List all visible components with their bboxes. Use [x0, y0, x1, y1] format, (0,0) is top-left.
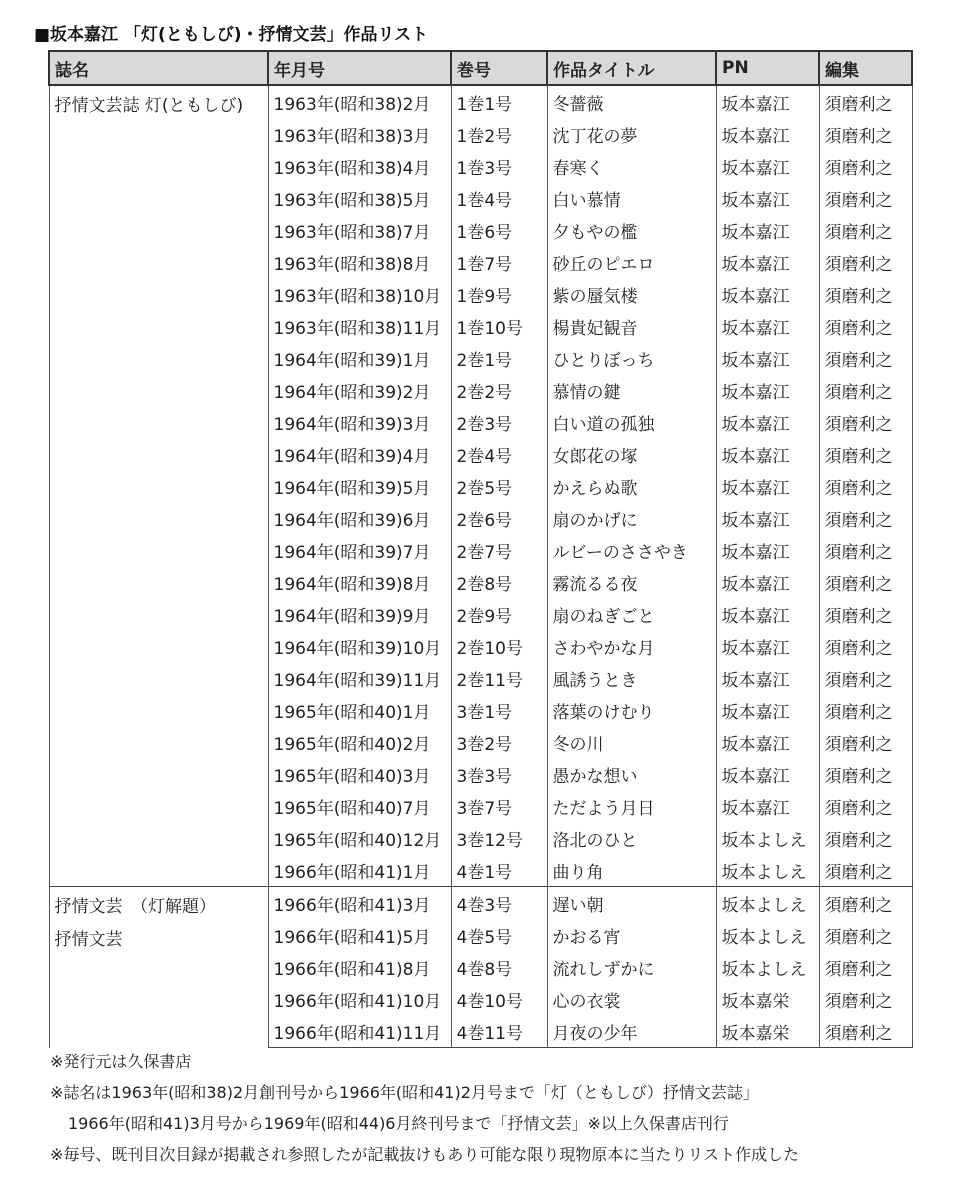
issue-date-cell: 1963年(昭和38)2月: [268, 85, 451, 118]
volume-number-cell: 2巻10号: [451, 630, 547, 662]
volume-number-cell: 2巻4号: [451, 438, 547, 470]
issue-date-cell: 1966年(昭和41)1月: [268, 854, 451, 887]
issue-date-cell: 1963年(昭和38)3月: [268, 118, 451, 150]
note-publisher: ※発行元は久保書店: [50, 1052, 192, 1071]
note-magazine-name-1: ※誌名は1963年(昭和38)2月創刊号から1966年(昭和41)2月号まで「灯（ともしび）抒情文芸誌」: [50, 1083, 759, 1102]
issue-date-cell: 1966年(昭和41)5月: [268, 919, 451, 951]
work-title-cell: ルビーのささやき: [547, 534, 716, 566]
volume-number-cell: 2巻11号: [451, 662, 547, 694]
volume-number-cell: 1巻1号: [451, 85, 547, 118]
volume-number-cell: 1巻6号: [451, 214, 547, 246]
volume-number-cell: 1巻3号: [451, 150, 547, 182]
volume-number-cell: 1巻2号: [451, 118, 547, 150]
pen-name-cell: 坂本嘉江: [716, 566, 819, 598]
volume-number-cell: 2巻5号: [451, 470, 547, 502]
issue-date-cell: 1964年(昭和39)9月: [268, 598, 451, 630]
note-magazine-name-2: 1966年(昭和41)3月号から1969年(昭和44)6月終刊号まで「抒情文芸」※以上久保書店刊行: [68, 1114, 729, 1133]
work-title-cell: ひとりぼっち: [547, 342, 716, 374]
work-title-cell: 落葉のけむり: [547, 694, 716, 726]
pen-name-cell: 坂本よしえ: [716, 854, 819, 887]
pen-name-cell: 坂本嘉江: [716, 85, 819, 118]
list-title: ■坂本嘉江 「灯(ともしび)・抒情文芸」作品リスト: [34, 25, 429, 45]
magazine-name-line-1: 抒情文芸 （灯解題）: [54, 897, 216, 917]
work-title-cell: 風誘うとき: [547, 662, 716, 694]
editor-cell: 須磨利之: [819, 342, 912, 374]
work-title-cell: 冬の川: [547, 726, 716, 758]
note-sources: ※毎号、既刊目次目録が掲載され参照したが記載抜けもあり可能な限り現物原本に当たりリスト作成した: [50, 1145, 800, 1164]
pen-name-cell: 坂本嘉江: [716, 502, 819, 534]
works-table: [48, 50, 913, 1048]
issue-date-cell: 1964年(昭和39)7月: [268, 534, 451, 566]
editor-cell: 須磨利之: [819, 278, 912, 310]
editor-cell: 須磨利之: [819, 694, 912, 726]
header-editor: 編集: [819, 51, 912, 85]
editor-cell: 須磨利之: [819, 246, 912, 278]
volume-number-cell: 2巻6号: [451, 502, 547, 534]
work-title-cell: 砂丘のピエロ: [547, 246, 716, 278]
pen-name-cell: 坂本嘉栄: [716, 1015, 819, 1048]
magazine-cell: [49, 887, 268, 1048]
editor-cell: 須磨利之: [819, 790, 912, 822]
work-title-cell: 扇のかげに: [547, 502, 716, 534]
issue-date-cell: 1963年(昭和38)8月: [268, 246, 451, 278]
editor-cell: 須磨利之: [819, 983, 912, 1015]
volume-number-cell: 2巻3号: [451, 406, 547, 438]
issue-date-cell: 1964年(昭和39)6月: [268, 502, 451, 534]
pen-name-cell: 坂本よしえ: [716, 822, 819, 854]
volume-number-cell: 4巻8号: [451, 951, 547, 983]
pen-name-cell: 坂本嘉江: [716, 150, 819, 182]
issue-date-cell: 1965年(昭和40)1月: [268, 694, 451, 726]
table-row: [49, 85, 912, 118]
volume-number-cell: 1巻4号: [451, 182, 547, 214]
volume-number-cell: 4巻5号: [451, 919, 547, 951]
work-title-cell: 女郎花の塚: [547, 438, 716, 470]
work-title-cell: かおる宵: [547, 919, 716, 951]
work-title-cell: 霧流るる夜: [547, 566, 716, 598]
work-title-cell: 心の衣裳: [547, 983, 716, 1015]
pen-name-cell: 坂本嘉江: [716, 246, 819, 278]
pen-name-cell: 坂本嘉江: [716, 278, 819, 310]
pen-name-cell: 坂本嘉江: [716, 118, 819, 150]
issue-date-cell: 1965年(昭和40)2月: [268, 726, 451, 758]
work-title-cell: 愚かな想い: [547, 758, 716, 790]
editor-cell: 須磨利之: [819, 85, 912, 118]
header-row: [49, 51, 912, 85]
issue-date-cell: 1964年(昭和39)1月: [268, 342, 451, 374]
work-title-cell: 春寒く: [547, 150, 716, 182]
editor-cell: 須磨利之: [819, 374, 912, 406]
editor-cell: 須磨利之: [819, 438, 912, 470]
volume-number-cell: 1巻10号: [451, 310, 547, 342]
pen-name-cell: 坂本嘉江: [716, 182, 819, 214]
work-title-cell: 流れしずかに: [547, 951, 716, 983]
pen-name-cell: 坂本嘉江: [716, 374, 819, 406]
editor-cell: 須磨利之: [819, 887, 912, 920]
volume-number-cell: 1巻9号: [451, 278, 547, 310]
pen-name-cell: 坂本嘉江: [716, 310, 819, 342]
volume-number-cell: 4巻1号: [451, 854, 547, 887]
editor-cell: 須磨利之: [819, 854, 912, 887]
pen-name-cell: 坂本嘉江: [716, 214, 819, 246]
issue-date-cell: 1966年(昭和41)8月: [268, 951, 451, 983]
issue-date-cell: 1966年(昭和41)10月: [268, 983, 451, 1015]
work-title-cell: かえらぬ歌: [547, 470, 716, 502]
volume-number-cell: 3巻3号: [451, 758, 547, 790]
header-issue-date: 年月号: [268, 51, 451, 85]
issue-date-cell: 1964年(昭和39)11月: [268, 662, 451, 694]
pen-name-cell: 坂本よしえ: [716, 919, 819, 951]
pen-name-cell: 坂本嘉栄: [716, 983, 819, 1015]
volume-number-cell: 4巻11号: [451, 1015, 547, 1048]
editor-cell: 須磨利之: [819, 919, 912, 951]
volume-number-cell: 3巻2号: [451, 726, 547, 758]
editor-cell: 須磨利之: [819, 150, 912, 182]
work-title-cell: 楊貴妃観音: [547, 310, 716, 342]
pen-name-cell: 坂本嘉江: [716, 438, 819, 470]
magazine-cell: [49, 85, 268, 887]
editor-cell: 須磨利之: [819, 406, 912, 438]
pen-name-cell: 坂本嘉江: [716, 630, 819, 662]
issue-date-cell: 1964年(昭和39)5月: [268, 470, 451, 502]
volume-number-cell: 3巻7号: [451, 790, 547, 822]
issue-date-cell: 1965年(昭和40)3月: [268, 758, 451, 790]
volume-number-cell: 4巻10号: [451, 983, 547, 1015]
pen-name-cell: 坂本嘉江: [716, 534, 819, 566]
editor-cell: 須磨利之: [819, 118, 912, 150]
pen-name-cell: 坂本嘉江: [716, 758, 819, 790]
pen-name-cell: 坂本嘉江: [716, 598, 819, 630]
pen-name-cell: 坂本嘉江: [716, 470, 819, 502]
issue-date-cell: 1963年(昭和38)10月: [268, 278, 451, 310]
pen-name-cell: 坂本嘉江: [716, 342, 819, 374]
editor-cell: 須磨利之: [819, 534, 912, 566]
issue-date-cell: 1964年(昭和39)10月: [268, 630, 451, 662]
issue-date-cell: 1964年(昭和39)8月: [268, 566, 451, 598]
editor-cell: 須磨利之: [819, 502, 912, 534]
work-title-cell: 冬薔薇: [547, 85, 716, 118]
editor-cell: 須磨利之: [819, 726, 912, 758]
magazine-name: 抒情文芸誌 灯(ともしび): [54, 96, 244, 116]
pen-name-cell: 坂本嘉江: [716, 406, 819, 438]
work-title-cell: 夕もやの檻: [547, 214, 716, 246]
magazine-name-line-2: 抒情文芸: [54, 930, 123, 950]
issue-date-cell: 1964年(昭和39)3月: [268, 406, 451, 438]
volume-number-cell: 2巻1号: [451, 342, 547, 374]
volume-number-cell: 3巻12号: [451, 822, 547, 854]
issue-date-cell: 1963年(昭和38)7月: [268, 214, 451, 246]
header-work-title: 作品タイトル: [547, 51, 716, 85]
work-title-cell: 白い慕情: [547, 182, 716, 214]
header-volume-number: 巻号: [451, 51, 547, 85]
volume-number-cell: 2巻7号: [451, 534, 547, 566]
issue-date-cell: 1964年(昭和39)2月: [268, 374, 451, 406]
issue-date-cell: 1963年(昭和38)5月: [268, 182, 451, 214]
work-title-cell: 慕情の鍵: [547, 374, 716, 406]
editor-cell: 須磨利之: [819, 951, 912, 983]
volume-number-cell: 2巻8号: [451, 566, 547, 598]
pen-name-cell: 坂本嘉江: [716, 790, 819, 822]
volume-number-cell: 2巻2号: [451, 374, 547, 406]
volume-number-cell: 3巻1号: [451, 694, 547, 726]
work-title-cell: 曲り角: [547, 854, 716, 887]
issue-date-cell: 1966年(昭和41)3月: [268, 887, 451, 920]
header-magazine: 誌名: [49, 51, 268, 85]
table-row: [49, 887, 912, 920]
work-title-cell: 沈丁花の夢: [547, 118, 716, 150]
pen-name-cell: 坂本嘉江: [716, 662, 819, 694]
editor-cell: 須磨利之: [819, 1015, 912, 1048]
volume-number-cell: 2巻9号: [451, 598, 547, 630]
issue-date-cell: 1965年(昭和40)7月: [268, 790, 451, 822]
editor-cell: 須磨利之: [819, 662, 912, 694]
header-pen-name: PN: [716, 51, 819, 85]
work-title-cell: 遅い朝: [547, 887, 716, 920]
editor-cell: 須磨利之: [819, 822, 912, 854]
pen-name-cell: 坂本よしえ: [716, 887, 819, 920]
work-title-cell: 洛北のひと: [547, 822, 716, 854]
editor-cell: 須磨利之: [819, 598, 912, 630]
work-title-cell: 月夜の少年: [547, 1015, 716, 1048]
editor-cell: 須磨利之: [819, 182, 912, 214]
work-title-cell: 白い道の孤独: [547, 406, 716, 438]
editor-cell: 須磨利之: [819, 758, 912, 790]
volume-number-cell: 1巻7号: [451, 246, 547, 278]
issue-date-cell: 1965年(昭和40)12月: [268, 822, 451, 854]
work-title-cell: ただよう月日: [547, 790, 716, 822]
issue-date-cell: 1963年(昭和38)11月: [268, 310, 451, 342]
pen-name-cell: 坂本よしえ: [716, 951, 819, 983]
work-title-cell: 扇のねぎごと: [547, 598, 716, 630]
pen-name-cell: 坂本嘉江: [716, 694, 819, 726]
work-title-cell: さわやかな月: [547, 630, 716, 662]
pen-name-cell: 坂本嘉江: [716, 726, 819, 758]
editor-cell: 須磨利之: [819, 470, 912, 502]
footnotes: [50, 1046, 799, 1170]
editor-cell: 須磨利之: [819, 630, 912, 662]
editor-cell: 須磨利之: [819, 310, 912, 342]
issue-date-cell: 1964年(昭和39)4月: [268, 438, 451, 470]
work-title-cell: 紫の蜃気楼: [547, 278, 716, 310]
issue-date-cell: 1963年(昭和38)4月: [268, 150, 451, 182]
volume-number-cell: 4巻3号: [451, 887, 547, 920]
editor-cell: 須磨利之: [819, 566, 912, 598]
editor-cell: 須磨利之: [819, 214, 912, 246]
issue-date-cell: 1966年(昭和41)11月: [268, 1015, 451, 1048]
